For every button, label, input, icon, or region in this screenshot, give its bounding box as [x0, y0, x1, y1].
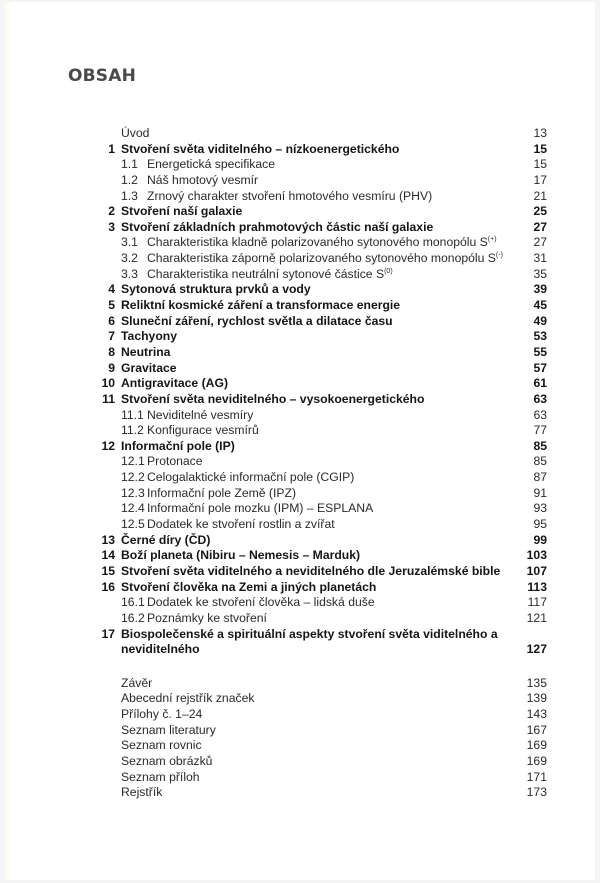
toc-chapter[interactable] — [95, 439, 547, 455]
page-number: 25 — [533, 204, 547, 219]
section-number: 12.5 — [121, 517, 145, 532]
section-title — [147, 251, 503, 267]
page-number: 169 — [526, 738, 547, 753]
toc-chapter[interactable] — [95, 314, 547, 330]
entry-title: Závěr — [121, 675, 153, 690]
page-number: 85 — [533, 454, 547, 469]
chapter-title: Neutrina — [121, 344, 171, 359]
page-number: 45 — [533, 298, 547, 313]
section-number: 11.2 — [121, 423, 144, 438]
page-number: 117 — [527, 595, 547, 610]
toc-entry-front[interactable] — [95, 126, 547, 142]
chapter-number: 1 — [108, 141, 115, 156]
page-number: 167 — [526, 722, 547, 737]
chapter-number: 6 — [108, 313, 115, 328]
page-title: OBSAH — [68, 66, 137, 86]
chapter-title: Tachyony — [121, 329, 177, 344]
page-number: 87 — [533, 470, 547, 485]
chapter-number: 15 — [101, 563, 115, 578]
toc-entry-back[interactable] — [95, 785, 547, 801]
section-title — [147, 423, 259, 439]
chapter-number: 13 — [101, 532, 115, 547]
section-title — [147, 486, 296, 502]
chapter-title: Sluneční záření, rychlost světla a dilatace času — [121, 313, 393, 328]
page-number: 63 — [533, 391, 547, 406]
entry-title: Rejstřík — [121, 785, 163, 800]
section-number: 16.2 — [121, 610, 145, 625]
page-number: 135 — [526, 675, 547, 690]
page-number: 17 — [533, 172, 547, 187]
chapter-title: Antigravitace (AG) — [121, 376, 228, 391]
page-number: 99 — [533, 532, 547, 547]
chapter-number: 8 — [108, 344, 115, 359]
page-number: 27 — [533, 235, 547, 250]
page-number: 15 — [533, 141, 547, 156]
entry-title: Přílohy č. 1–24 — [121, 707, 203, 722]
section-title-text: Energetická specifikace — [147, 157, 276, 172]
chapter-number: 12 — [101, 438, 115, 453]
section-number: 12.3 — [121, 485, 145, 500]
section-title-text: Zrnový charakter stvoření hmotového vesmíru (PHV) — [147, 188, 433, 203]
page-number: 55 — [533, 344, 547, 359]
toc-chapter[interactable] — [95, 298, 547, 314]
toc-chapter[interactable] — [95, 345, 547, 361]
toc-section[interactable] — [95, 267, 547, 283]
section-title — [147, 157, 275, 173]
section-number: 3.1 — [121, 235, 138, 250]
section-title-text: Charakteristika kladně polarizovaného sytonového monopólu S — [147, 235, 488, 250]
section-number: 12.4 — [121, 501, 145, 516]
chapter-number: 2 — [108, 204, 115, 219]
page-number: 39 — [533, 282, 547, 297]
section-title-text: Konfigurace vesmírů — [147, 423, 259, 438]
chapter-title: Stvoření člověka na Zemi a jiných planetách — [121, 579, 377, 594]
page-number: 143 — [526, 707, 547, 722]
section-title-text: Náš hmotový vesmír — [147, 172, 259, 187]
toc-chapter[interactable] — [95, 361, 547, 377]
page-number: 27 — [533, 219, 547, 234]
toc-entry-back[interactable] — [95, 738, 547, 754]
toc-entry-back[interactable] — [95, 770, 547, 786]
page-number: 95 — [533, 517, 547, 532]
section-title — [147, 189, 432, 205]
toc-section[interactable] — [95, 595, 547, 611]
superscript-charge: (-) — [495, 252, 503, 260]
section-title — [147, 408, 253, 424]
chapter-number: 9 — [108, 360, 115, 375]
page-number: 113 — [527, 579, 547, 594]
toc-chapter[interactable] — [95, 392, 547, 408]
toc-section[interactable] — [95, 189, 547, 205]
section-number: 16.1 — [121, 595, 145, 610]
toc-section[interactable] — [95, 251, 547, 267]
toc-section[interactable] — [95, 486, 547, 502]
chapter-number: 4 — [108, 282, 115, 297]
chapter-number: 7 — [108, 329, 115, 344]
toc-chapter[interactable] — [95, 548, 547, 564]
section-title-text: Dodatek ke stvoření člověka – lidská duše — [147, 595, 375, 610]
chapter-number: 10 — [101, 376, 115, 391]
chapter-number: 11 — [102, 391, 115, 406]
chapter-title: Gravitace — [121, 360, 177, 375]
superscript-charge: (+) — [487, 236, 497, 244]
section-title — [147, 470, 354, 486]
page-number: 57 — [533, 360, 547, 375]
section-title — [147, 501, 373, 517]
section-title — [147, 595, 375, 611]
toc-chapter[interactable] — [95, 204, 547, 220]
section-title-text: Informační pole Země (IPZ) — [147, 485, 297, 500]
section-title-text: Neviditelné vesmíry — [147, 407, 254, 422]
toc-section[interactable] — [95, 423, 547, 439]
section-title — [147, 454, 203, 470]
chapter-number: 3 — [108, 219, 115, 234]
toc-section[interactable] — [95, 470, 547, 486]
page-number: 49 — [533, 313, 547, 328]
page-number: 21 — [533, 188, 547, 203]
section-title-text: Dodatek ke stvoření rostlin a zvířat — [147, 517, 335, 532]
page-number: 31 — [533, 251, 547, 266]
entry-title: Seznam příloh — [121, 769, 200, 784]
toc-section[interactable] — [95, 454, 547, 470]
book-page — [4, 2, 595, 880]
section-title-text: Celogalaktické informační pole (CGIP) — [147, 470, 355, 485]
toc-section[interactable] — [95, 611, 547, 627]
page-number: 91 — [533, 485, 547, 500]
toc-entry-back[interactable] — [95, 691, 547, 707]
page-number: 35 — [533, 266, 547, 281]
chapter-number: 16 — [101, 579, 115, 594]
entry-title: Seznam rovnic — [121, 738, 202, 753]
chapter-title: Stvoření základních prahmotových částic naší galaxie — [121, 219, 434, 234]
toc-section[interactable] — [95, 173, 547, 189]
entry-title: Seznam obrázků — [121, 754, 213, 768]
section-title-text: Protonace — [147, 454, 203, 469]
section-title — [147, 611, 267, 627]
toc-entry-back[interactable] — [95, 723, 547, 739]
toc-section[interactable] — [95, 157, 547, 173]
section-number: 1.1 — [121, 157, 138, 172]
toc-chapter[interactable] — [95, 533, 547, 549]
section-number: 12.2 — [121, 470, 145, 485]
section-title-text: Poznámky ke stvoření — [147, 610, 267, 625]
section-number: 1.3 — [121, 188, 138, 203]
toc-chapter[interactable] — [95, 220, 547, 236]
section-number: 3.3 — [121, 266, 138, 281]
chapter-title: Informační pole (IP) — [121, 438, 235, 453]
chapter-number: 14 — [101, 548, 115, 563]
section-title — [147, 267, 393, 283]
chapter-title: Biospolečenské a spirituální aspekty stvoření světa viditelného a neviditelného — [121, 626, 498, 657]
chapter-title: Stvoření světa viditelného – nízkoenergetického — [121, 141, 400, 156]
page-number: 93 — [533, 501, 547, 516]
entry-title: Seznam literatury — [121, 722, 216, 737]
chapter-title: Reliktní kosmické záření a transformace energie — [121, 298, 401, 313]
superscript-charge: (0) — [384, 267, 393, 275]
toc-chapter[interactable] — [95, 376, 547, 392]
page-number: 13 — [533, 126, 547, 140]
section-title — [147, 235, 497, 251]
chapter-title: Stvoření světa viditelného a neviditelného dle Jeruzalémské bible — [121, 563, 501, 578]
toc-chapter[interactable] — [95, 564, 547, 580]
section-title-text: Charakteristika neutrální sytonové částice S — [147, 266, 385, 281]
toc-entry-back[interactable] — [95, 707, 547, 723]
chapter-title: Stvoření světa neviditelného – vysokoenergetického — [121, 391, 425, 406]
entry-title: Abecední rejstřík značek — [121, 691, 255, 706]
toc-section[interactable] — [95, 501, 547, 517]
page-number: 171 — [526, 769, 547, 784]
toc-chapter[interactable] — [95, 580, 547, 596]
toc-chapter[interactable] — [95, 142, 547, 158]
section-number: 11.1 — [121, 407, 144, 422]
entry-title: Úvod — [121, 126, 150, 140]
page-number: 85 — [533, 438, 547, 453]
page-number: 103 — [526, 548, 547, 563]
chapter-number: 5 — [108, 298, 115, 313]
section-gap — [95, 658, 547, 676]
toc-section[interactable] — [95, 235, 547, 251]
chapter-number: 17 — [101, 626, 115, 641]
page-number: 121 — [526, 610, 547, 625]
page-number: 139 — [526, 691, 547, 706]
toc-chapter[interactable] — [95, 282, 547, 298]
chapter-title: Boží planeta (Nibiru – Nemesis – Marduk) — [121, 548, 361, 563]
chapter-title: Sytonová struktura prvků a vody — [121, 282, 311, 297]
toc-section[interactable] — [95, 517, 547, 533]
page-number: 173 — [526, 785, 547, 800]
page-number: 63 — [533, 407, 547, 422]
table-of-contents — [95, 126, 547, 801]
chapter-title: Černé díry (ČD) — [121, 532, 211, 547]
page-number: 15 — [533, 157, 547, 172]
page-number: 77 — [533, 423, 547, 438]
toc-entry-back[interactable] — [95, 754, 547, 770]
toc-chapter[interactable] — [95, 627, 547, 658]
page-number: 107 — [526, 563, 547, 578]
page-number: 61 — [533, 376, 547, 391]
section-title-text: Informační pole mozku (IPM) – ESPLANA — [147, 501, 374, 516]
section-number: 12.1 — [121, 454, 145, 469]
page-number: 127 — [526, 642, 547, 657]
toc-chapter[interactable] — [95, 329, 547, 345]
section-number: 1.2 — [121, 172, 138, 187]
section-title — [147, 173, 258, 189]
page-number: 53 — [533, 329, 547, 344]
section-number: 3.2 — [121, 251, 138, 266]
section-title-text: Charakteristika záporně polarizovaného sytonového monopólu S — [147, 251, 496, 266]
page-number: 169 — [526, 754, 547, 768]
toc-entry-back[interactable] — [95, 676, 547, 692]
toc-section[interactable] — [95, 408, 547, 424]
section-title — [147, 517, 335, 533]
chapter-title: Stvoření naší galaxie — [121, 204, 243, 219]
